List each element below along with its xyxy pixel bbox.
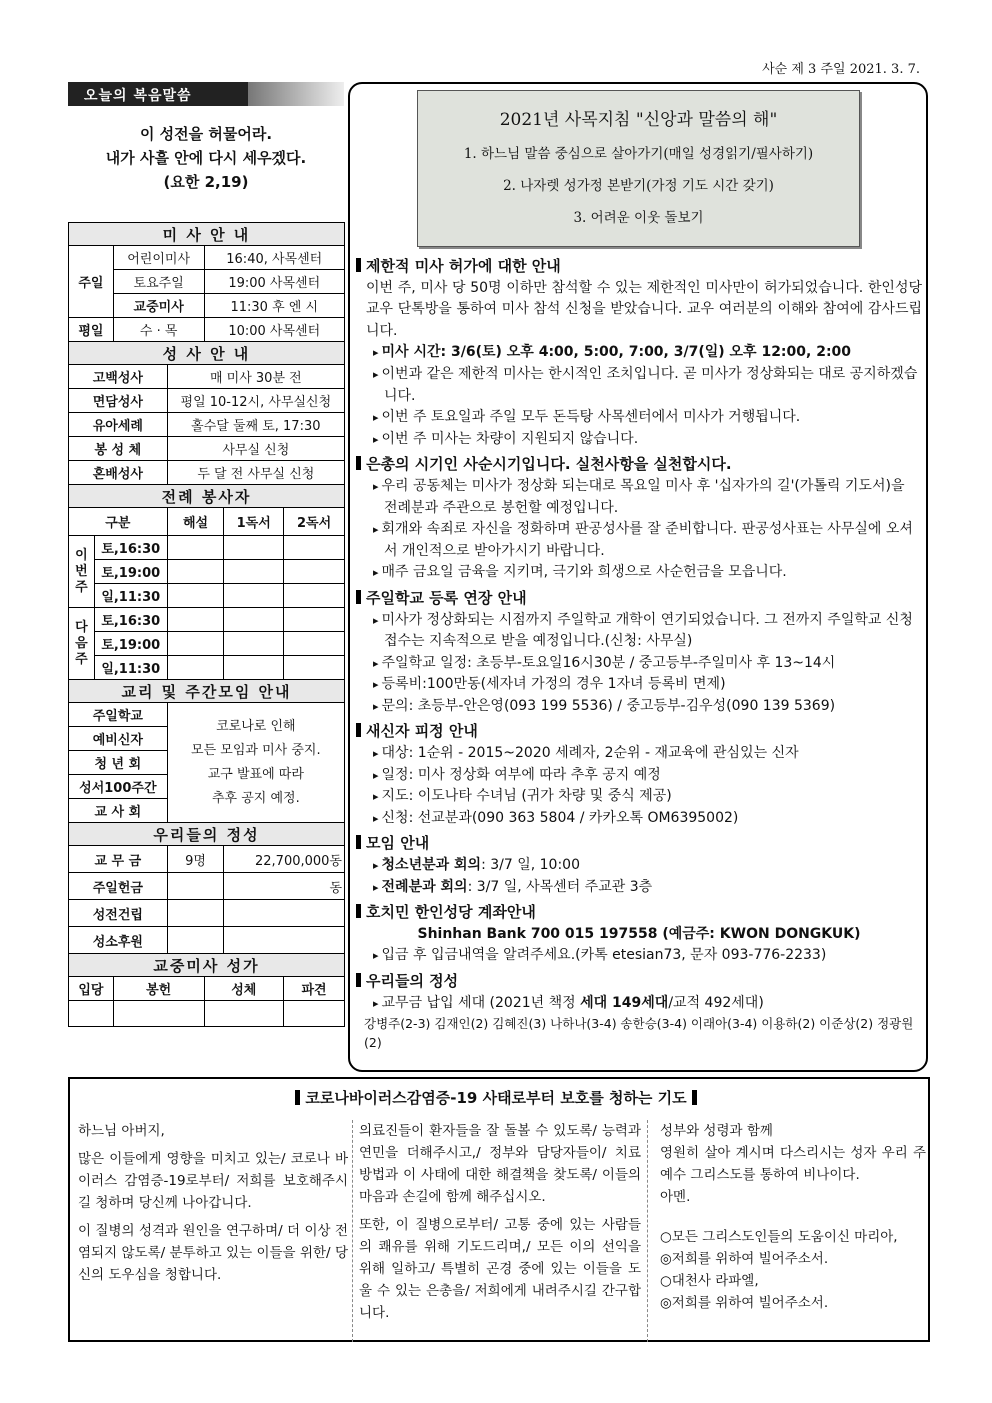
prayer-paragraph: 의료진들이 환자들을 잘 돌볼 수 있도록/ 능력과 연민을 더해주시고,/ 정부와 담당자들이/ 치료 방법과 이 사태에 대한 해결책을 찾도록/ 이들의 마음과 손길에 함께 해주십시오.	[359, 1123, 641, 1205]
meeting-group: 예비신자	[69, 727, 168, 751]
mass-times-label: 미사 시간:	[381, 344, 451, 361]
mass-time: 19:00 사목센터	[204, 270, 345, 294]
motto-title: 2021년 사목지침 "신앙과 말씀의 해"	[499, 110, 778, 130]
notice-bullet: ▸ 회개와 속죄로 자신을 정화하며 판공성사를 잘 준비합니다. 판공성사표는 사무실에 오셔서 개인적으로 받아가시기 바랍니다.	[356, 519, 922, 562]
mass-time: 10:00 사목센터	[204, 318, 345, 342]
offering-label: 성전건립	[69, 900, 168, 927]
notice-paragraph: 이번 주, 미사 당 50명 이하만 참석할 수 있는 제한적인 미사만이 허가되었습니다. 한인성당 교우 단톡방을 통하여 미사 참석 신청을 받았습니다. 교우 여러분의 이해와 참여에 감사드립니다.	[366, 279, 922, 339]
notice-bullet: ▸ 이번 주 미사는 차량이 지원되지 않습니다.	[356, 429, 922, 451]
offering-title: 우리들의 정성	[69, 823, 345, 846]
sacrament-value: 두 달 전 사무실 신청	[167, 461, 344, 485]
sacrament-value: 평일 10-12시, 사무실신청	[167, 389, 344, 413]
notice-bullet: ▸ 문의: 초등부-안은영(093 199 5536) / 중고등부-김우성(090 139 5369)	[356, 696, 922, 718]
donor-names: 강병주(2-3) 김재인(2) 김혜진(3) 나하나(3-4) 송한승(3-4) 이래아(3-4) 이용하(2) 이준상(2) 정광원(2)	[364, 1016, 914, 1051]
server-time: 토,19:00	[94, 560, 167, 584]
this-week-label: 이번주	[69, 536, 95, 608]
offering-count	[167, 873, 224, 900]
offering-amount: 22,700,000동	[224, 846, 345, 873]
prayer-column	[660, 1120, 926, 1342]
notice-bullet: ▸ 등록비:100만동(세자녀 가정의 경우 1자녀 등록비 면제)	[356, 674, 922, 696]
meeting-group: 주일학교	[69, 703, 168, 727]
server-time: 토,19:00	[94, 632, 167, 656]
servers-header: 구분	[69, 508, 168, 536]
sacrament-value: 매 미사 30분 전	[167, 365, 344, 389]
hymn-header: 파견	[284, 977, 345, 1001]
sacrament-label: 유아세례	[69, 413, 168, 437]
prayer-line: 영원히 살아 계시며 다스리시는 성자 우리 주 예수 그리스도를 통하여 비나이다.	[660, 1145, 926, 1183]
notice-bullet: ▸ 매주 금요일 금육을 지키며, 극기와 희생으로 사순헌금을 모읍니다.	[356, 562, 922, 584]
sacrament-title: 성 사 안 내	[69, 342, 345, 365]
prayer-paragraph: 하느님 아버지,	[78, 1123, 165, 1139]
meeting-name: 전례분과 회의	[381, 878, 468, 895]
notice-bullet: ▸ 일정: 미사 정상화 여부에 따라 추후 공지 예정	[356, 765, 922, 787]
notice-bullet: ▸ 이번 주 토요일과 주일 모두 돈득탕 사목센터에서 미사가 거행됩니다.	[356, 407, 922, 429]
gospel-line: 내가 사흘 안에 다시 세우겠다.	[105, 149, 307, 167]
next-week-label: 다음주	[69, 608, 95, 680]
server-time: 토,16:30	[94, 608, 167, 632]
meetings-note-line: 코로나로 인해	[216, 718, 296, 734]
prayer-line: 성부와 성령과 함께	[660, 1123, 773, 1139]
mass-time: 16:40, 사목센터	[204, 246, 345, 270]
mass-time: 11:30 후 엔 시	[204, 294, 345, 318]
server-time: 일,11:30	[94, 656, 167, 680]
servers-header: 2독서	[284, 508, 345, 536]
notice-heading: 모임 안내	[356, 833, 922, 855]
prayer-line: ○대천사 라파엘,	[660, 1273, 759, 1289]
mass-name: 교중미사	[113, 294, 204, 318]
prayer-title	[0, 1087, 992, 1108]
offering-label: 주일헌금	[69, 873, 168, 900]
notice-bullet: ▸ 주일학교 일정: 초등부-토요일16시30분 / 중고등부-주일미사 후 13~14시	[356, 653, 922, 675]
offering-text: 교무금 납입 세대 (2021년 책정	[381, 994, 581, 1011]
sacrament-label: 혼배성사	[69, 461, 168, 485]
meeting-detail: : 3/7 일, 사목센터 주교관 3층	[467, 878, 653, 895]
notices	[356, 252, 922, 1052]
mass-weekday-label: 평일	[69, 318, 114, 342]
info-table	[68, 222, 345, 1027]
notice-bullet: ▸ 대상: 1순위 - 2015~2020 세례자, 2순위 - 재교육에 관심있는 신자	[356, 743, 922, 765]
prayer-title-text: 코로나바이러스감염증-19 사태로부터 보호를 청하는 기도	[305, 1089, 687, 1107]
meeting-group: 청 년 회	[69, 751, 168, 775]
sacrament-label: 봉 성 체	[69, 437, 168, 461]
prayer-paragraph: 이 질병의 성격과 원인을 연구하며/ 더 이상 전염되지 않도록/ 분투하고 있는 이들을 위한/ 당신의 도우심을 청합니다.	[78, 1223, 348, 1283]
offering-label: 교 무 금	[69, 846, 168, 873]
hymn-header: 봉헌	[113, 977, 204, 1001]
sacrament-value: 홀수달 둘째 토, 17:30	[167, 413, 344, 437]
notice-bullet: ▸ 신청: 선교분과(090 363 5804 / 카카오톡 OM6395002)	[356, 808, 922, 830]
meeting-detail: : 3/7 일, 10:00	[481, 857, 580, 874]
bulletin-date: 사순 제 3 주일 2021. 3. 7.	[762, 62, 920, 77]
gospel-reference: (요한 2,19)	[163, 173, 249, 191]
prayer-paragraph: 많은 이들에게 영향을 미치고 있는/ 코로나 바이러스 감염증-19로부터/ 저희를 보호해주시길 청하며 당신께 나아갑니다.	[78, 1151, 348, 1211]
notice-bullet	[356, 993, 922, 1015]
prayer-column	[78, 1120, 348, 1342]
mass-title: 미 사 안 내	[69, 223, 345, 246]
offering-amount: 동	[224, 873, 345, 900]
meetings-note	[167, 703, 344, 823]
notice-bullet: ▸ 우리 공동체는 미사가 정상화 되는대로 목요일 미사 후 '십자가의 길'(가톨릭 기도서)을 전례분과 주관으로 봉헌할 예정입니다.	[356, 476, 922, 519]
sacrament-label: 면담성사	[69, 389, 168, 413]
notice-bullet: ▸ 이번과 같은 제한적 미사는 한시적인 조치입니다. 곧 미사가 정상화되는 대로 공지하겠습니다.	[356, 364, 922, 407]
gospel-tab-decoration	[248, 82, 344, 106]
offering-label: 성소후원	[69, 927, 168, 954]
mass-name: 어린이미사	[113, 246, 204, 270]
servers-header: 1독서	[224, 508, 284, 536]
prayer-paragraph: 또한, 이 질병으로부터/ 고통 중에 있는 사람들의 쾌유를 위해 기도드리며,/ 모든 이의 선익을 위해 일하고/ 특별히 곤경 중에 있는 이들을 도울 수 있는 은총을/ 저희에게 내려주시길 간구합니다.	[359, 1217, 641, 1321]
mass-times-value: 3/6(토) 오후 4:00, 5:00, 7:00, 3/7(일) 오후 12:00, 2:00	[450, 344, 852, 361]
gospel-line: 이 성전을 허물어라.	[139, 125, 273, 143]
meeting-name: 청소년분과 회의	[381, 857, 482, 874]
hymn-header: 입당	[69, 977, 114, 1001]
sacrament-value: 사무실 신청	[167, 437, 344, 461]
gospel-verse	[68, 122, 344, 194]
meetings-note-line: 추후 공지 예정.	[211, 790, 300, 806]
server-time: 일,11:30	[94, 584, 167, 608]
notice-heading: 새신자 피정 안내	[356, 721, 922, 743]
mass-name: 수 · 목	[113, 318, 204, 342]
motto-item: 1. 하느님 말씀 중심으로 살아가기(매일 성경읽기/필사하기)	[463, 146, 814, 162]
prayer-line: ◎저희를 위하여 빌어주소서.	[660, 1251, 829, 1267]
meetings-note-line: 교구 발표에 따라	[207, 766, 304, 782]
sacrament-label: 고백성사	[69, 365, 168, 389]
notice-bullet	[356, 342, 922, 364]
server-time: 토,16:30	[94, 536, 167, 560]
notice-bullet	[356, 855, 922, 877]
meeting-group: 성서100주간	[69, 775, 168, 799]
prayer-line: ○모든 그리스도인들의 도움이신 마리아,	[660, 1229, 898, 1245]
motto-item: 2. 나자렛 성가정 본받기(가정 기도 시간 갖기)	[503, 178, 774, 194]
prayer-line: 아멘.	[660, 1189, 691, 1205]
notice-bullet: ▸ 미사가 정상화되는 시점까지 주일학교 개학이 연기되었습니다. 그 전까지 주일학교 신청 접수는 지속적으로 받을 예정입니다.(신청: 사무실)	[356, 610, 922, 653]
motto-item: 3. 어려운 이웃 돌보기	[573, 210, 704, 226]
notice-bullet	[356, 877, 922, 899]
hymns-title: 교중미사 성가	[69, 954, 345, 977]
offering-text: /교적 492세대)	[668, 994, 764, 1011]
servers-header: 해설	[167, 508, 224, 536]
bank-account: Shinhan Bank 700 015 197558 (예금주: KWON DONGKUK)	[417, 925, 861, 942]
mass-name: 토요주일	[113, 270, 204, 294]
pastoral-motto	[417, 90, 860, 247]
meetings-note-line: 모든 모임과 미사 중지.	[191, 742, 321, 758]
notice-bullet: ▸ 지도: 이도나타 수녀님 (귀가 차량 및 중식 제공)	[356, 786, 922, 808]
notice-heading: 은총의 시기인 사순시기입니다. 실천사항을 실천합시다.	[356, 454, 922, 476]
notice-heading: 우리들의 정성	[356, 971, 922, 993]
meeting-group: 교 사 회	[69, 799, 168, 823]
notice-heading: 호치민 한인성당 계좌안내	[356, 902, 922, 924]
meetings-title: 교리 및 주간모임 안내	[69, 680, 345, 703]
offering-count: 9명	[167, 846, 224, 873]
servers-title: 전례 봉사자	[69, 485, 345, 508]
mass-sunday-label: 주일	[69, 246, 114, 318]
prayer-column	[352, 1120, 648, 1342]
hymn-header: 성체	[204, 977, 284, 1001]
notice-heading: 제한적 미사 허가에 대한 안내	[356, 256, 922, 278]
notice-bullet: ▸ 입금 후 입금내역을 알려주세요.(카톡 etesian73, 문자 093-776-2233)	[356, 945, 922, 967]
prayer-line: ◎저희를 위하여 빌어주소서.	[660, 1295, 829, 1311]
gospel-tab: 오늘의 복음말씀	[68, 82, 248, 106]
offering-households: 세대 149세대	[580, 994, 669, 1011]
notice-heading: 주일학교 등록 연장 안내	[356, 588, 922, 610]
